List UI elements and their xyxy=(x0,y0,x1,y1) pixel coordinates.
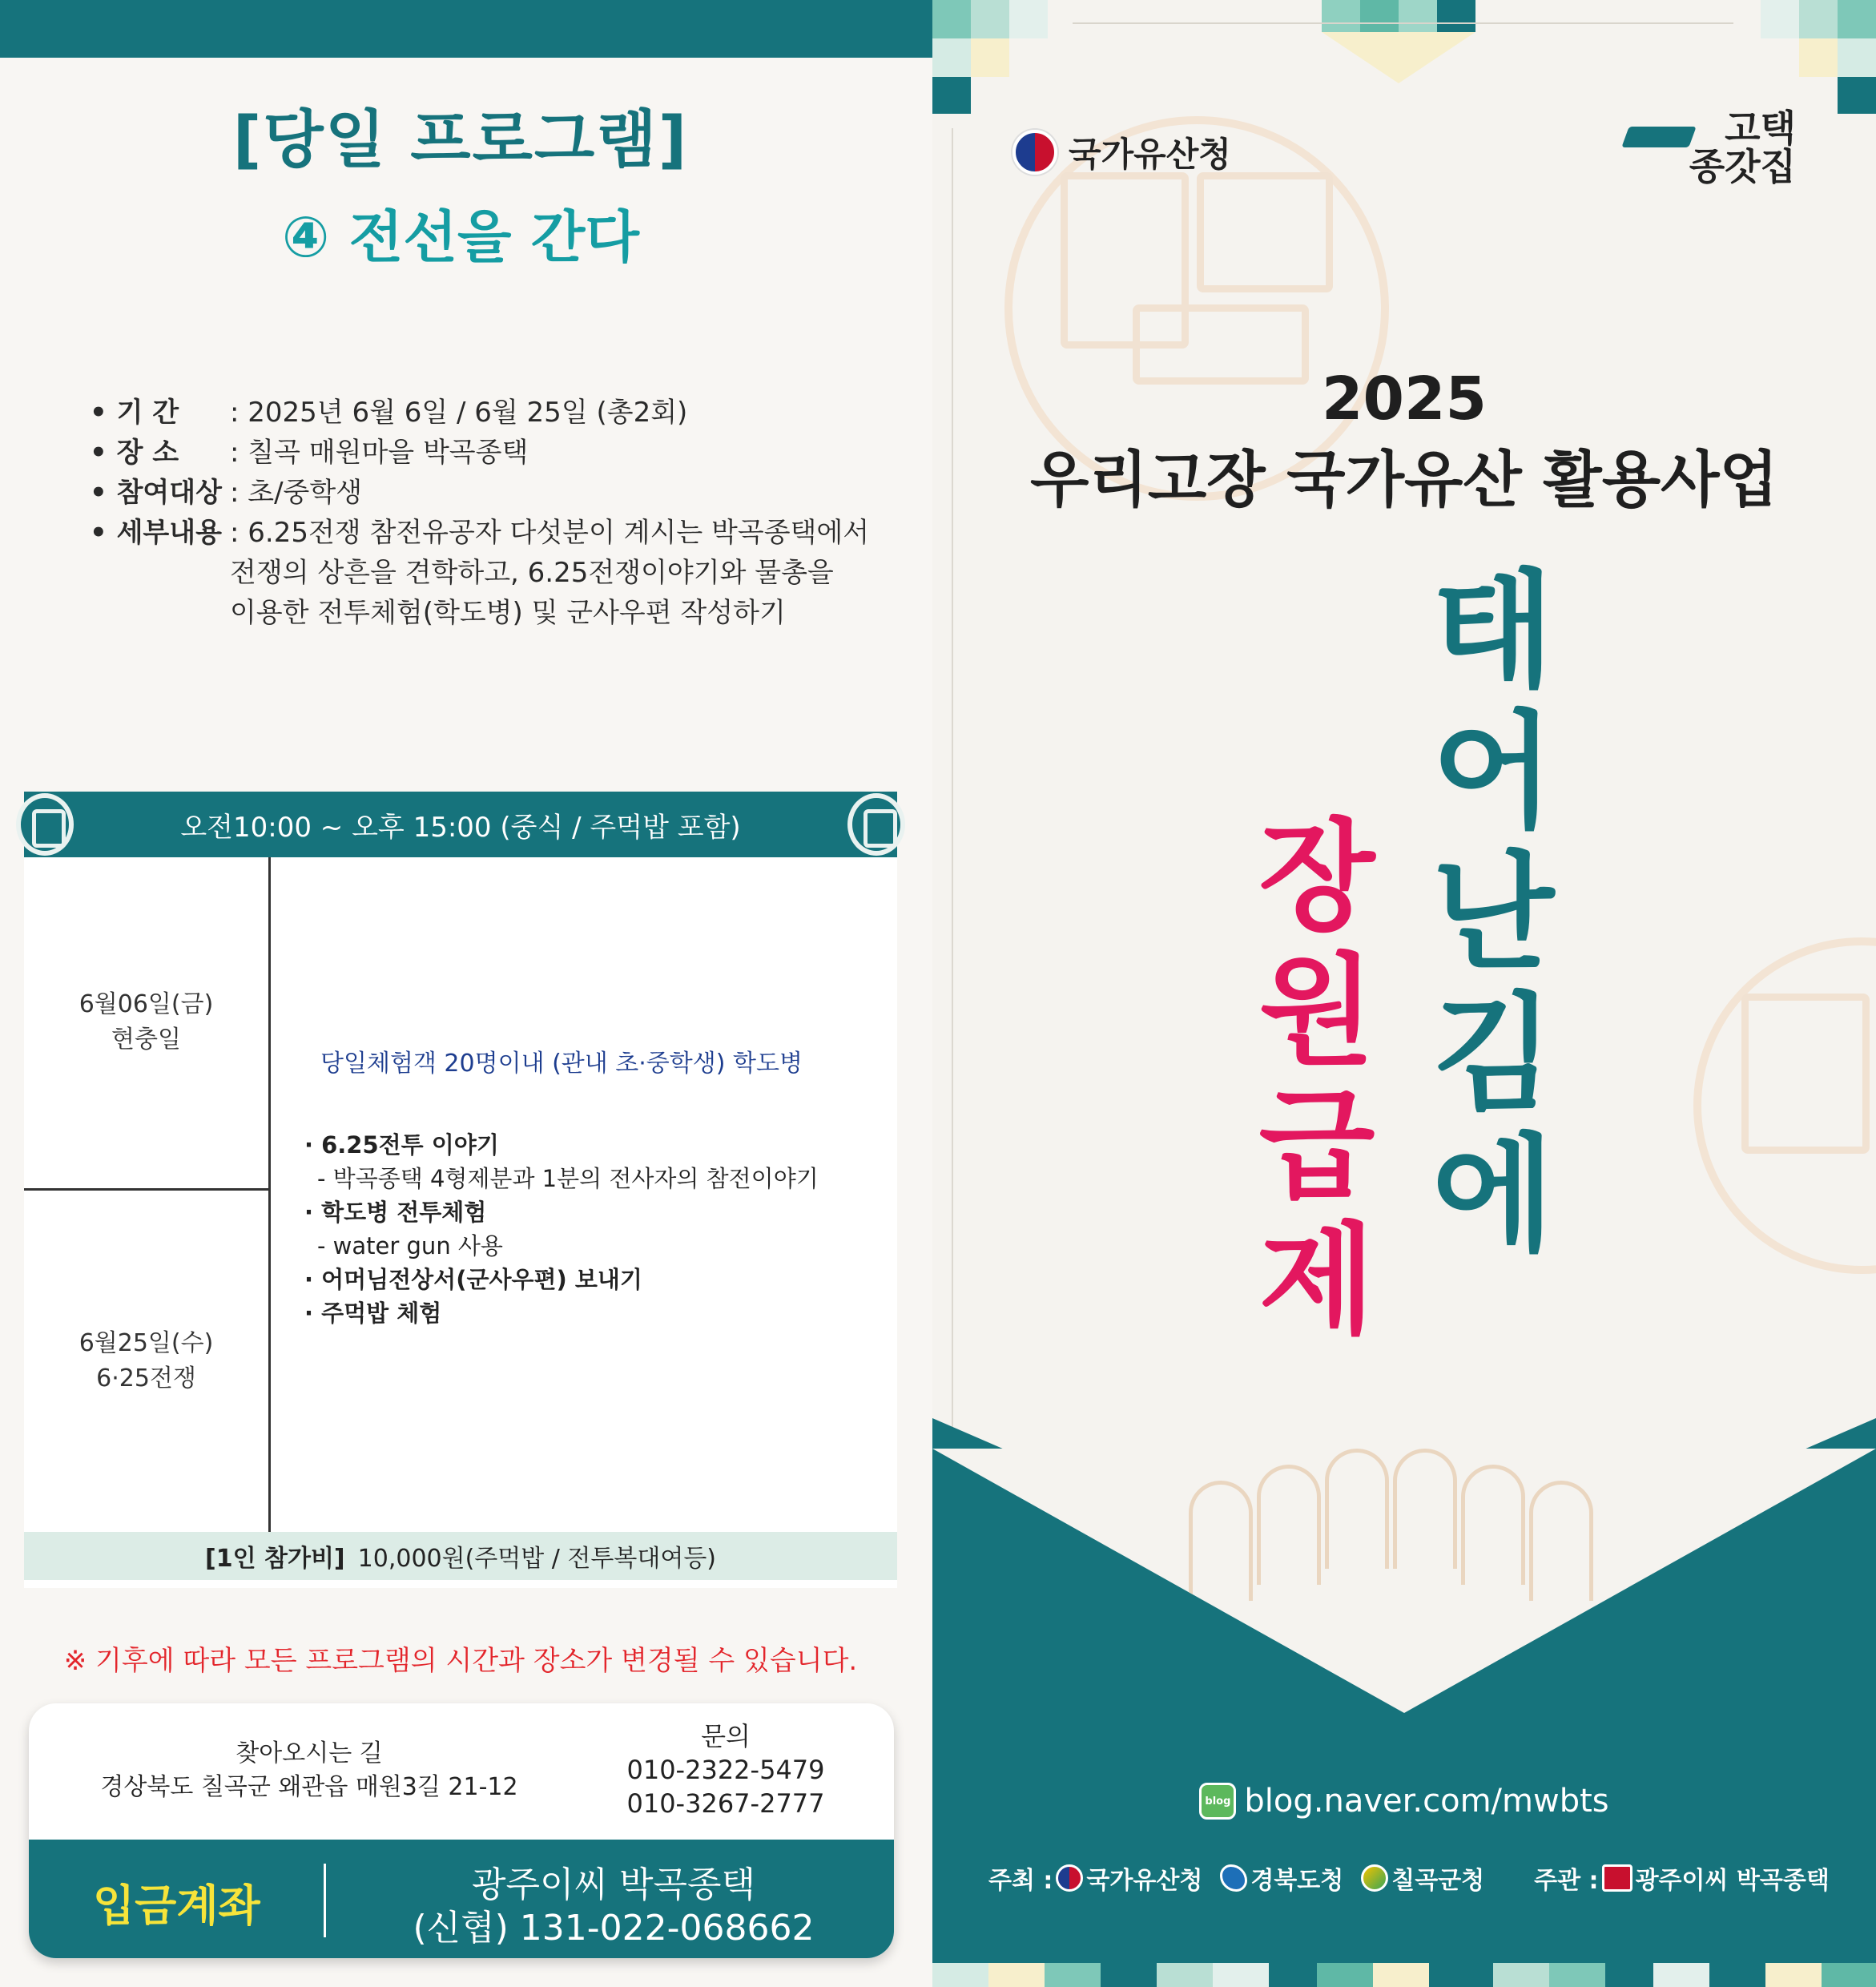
gyeongbuk-emblem-icon xyxy=(1220,1864,1247,1892)
change-notice: ※ 기후에 따라 모든 프로그램의 시간과 장소가 변경될 수 있습니다. xyxy=(63,1645,858,1677)
description-list xyxy=(304,1128,819,1330)
cover-year: 2025 xyxy=(1322,365,1487,433)
list-item: · 학도병 전투체험 xyxy=(304,1199,487,1226)
mosaic-block xyxy=(1213,1963,1269,1987)
info-key: • 참여대상 xyxy=(90,477,222,509)
headline-char: 어 xyxy=(1431,698,1555,846)
program-subtitle: ④ 전선을 간다 xyxy=(281,204,640,270)
mw-logo-icon xyxy=(1602,1864,1632,1892)
mosaic-block xyxy=(1317,1963,1373,1987)
headline-char: 에 xyxy=(1431,1121,1555,1269)
date-text: 6월06일(금) xyxy=(79,990,214,1018)
side-rule xyxy=(952,128,953,1442)
host-name: 국가유산청 xyxy=(1086,1867,1203,1895)
info-row xyxy=(90,433,891,473)
row-divider xyxy=(24,1188,268,1191)
headline-char: 급 xyxy=(1258,1075,1375,1216)
contact-card xyxy=(29,1703,894,1958)
info-row xyxy=(90,513,891,553)
headline-char: 김 xyxy=(1431,980,1555,1128)
mosaic-block xyxy=(1822,1963,1876,1987)
info-key xyxy=(90,593,230,633)
mosaic-block xyxy=(1799,0,1838,38)
ornament-right-icon xyxy=(847,793,905,856)
host-name: 경북도청 xyxy=(1250,1867,1344,1895)
schedule-time: 오전10:00 ~ 오후 15:00 (중식 / 주먹밥 포함) xyxy=(180,811,741,844)
schedule-body xyxy=(24,857,897,1532)
bank-bar xyxy=(29,1840,894,1958)
host-label: 주최 : xyxy=(988,1867,1053,1895)
right-panel-cover xyxy=(932,0,1876,1987)
date-cell xyxy=(24,1326,268,1397)
phone-number: 010-2322-5479 xyxy=(626,1755,825,1785)
mosaic-block xyxy=(1838,38,1876,77)
mosaic-block xyxy=(932,38,971,77)
heritage-agency-logo xyxy=(1012,128,1231,176)
mosaic-block xyxy=(1373,1963,1429,1987)
mosaic-block xyxy=(988,1963,1045,1987)
mosaic-block xyxy=(932,1963,988,1987)
date-note: 6·25전쟁 xyxy=(96,1364,196,1393)
fee-value: 10,000원(주먹밥 / 전투복대여등) xyxy=(357,1545,717,1573)
info-value: : 초/중학생 xyxy=(230,477,363,509)
wave-pattern-icon xyxy=(1461,1465,1525,1585)
info-value: 이용한 전투체험(학도병) 및 군사우편 작성하기 xyxy=(230,597,786,629)
mosaic-block xyxy=(1322,0,1360,32)
date-cell xyxy=(24,987,268,1058)
info-value: : 2025년 6월 6일 / 6월 25일 (총2회) xyxy=(230,397,688,429)
mosaic-block xyxy=(1493,1963,1549,1987)
wave-pattern-icon xyxy=(1257,1465,1321,1585)
host-item xyxy=(1056,1860,1202,1896)
khs-emblem-icon xyxy=(1012,130,1057,175)
wave-pattern-icon xyxy=(1325,1449,1389,1569)
description-heading: 당일체험객 20명이내 (관내 초·중학생) 학도병 xyxy=(320,1050,803,1078)
organizer-name: 광주이씨 박곡종택 xyxy=(1635,1867,1830,1895)
mosaic-block xyxy=(1157,1963,1213,1987)
headline-char: 원 xyxy=(1258,941,1375,1082)
schedule-table xyxy=(24,792,897,1588)
schedule-header xyxy=(24,792,897,857)
mosaic-block xyxy=(1799,38,1838,77)
fee-row xyxy=(24,1532,897,1580)
organizer-item xyxy=(1602,1860,1830,1896)
info-key xyxy=(90,553,230,593)
chilgok-emblem-icon xyxy=(1361,1864,1388,1892)
mosaic-block xyxy=(971,0,1009,38)
wave-pattern-icon xyxy=(1393,1449,1457,1569)
gotaek-logo xyxy=(1689,109,1796,186)
khs-emblem-icon xyxy=(1056,1864,1083,1892)
list-subitem: - water gun 사용 xyxy=(317,1232,503,1260)
pattern-fret-icon xyxy=(1197,172,1333,292)
directions-title: 찾아오시는 길 xyxy=(236,1739,383,1767)
mosaic-block xyxy=(1709,1963,1765,1987)
gotaek-logo-line1: 고택 xyxy=(1725,107,1796,150)
cover-headline-line1 xyxy=(1421,557,1565,1269)
blog-url[interactable]: blog.naver.com/mwbts xyxy=(1244,1783,1609,1820)
top-bar xyxy=(0,0,932,58)
bank-divider xyxy=(324,1864,326,1937)
host-item xyxy=(1361,1860,1484,1896)
cover-project-title: 우리고장 국가유산 활용사업 xyxy=(1030,444,1778,515)
info-key: • 세부내용 xyxy=(90,517,222,549)
blog-icon: blog xyxy=(1199,1783,1236,1820)
list-item: · 6.25전투 이야기 xyxy=(304,1131,499,1159)
headline-char: 난 xyxy=(1431,839,1555,987)
info-key: • 기 간 xyxy=(90,397,179,429)
bank-account-number: (신협) 131-022-068662 xyxy=(413,1908,815,1949)
info-key: • 장 소 xyxy=(90,437,179,469)
top-rule xyxy=(1073,22,1733,24)
info-value: : 6.25전쟁 참전유공자 다섯분이 계시는 박곡종택에서 xyxy=(230,517,870,549)
info-row xyxy=(90,393,891,433)
mosaic-block xyxy=(1765,1963,1822,1987)
directions xyxy=(53,1737,566,1804)
host-item xyxy=(1220,1860,1343,1896)
program-title: [당일 프로그램] xyxy=(232,104,689,176)
mosaic-block xyxy=(1009,0,1048,38)
mosaic-block xyxy=(1101,1963,1157,1987)
mosaic-block xyxy=(932,77,971,114)
info-value: : 칠곡 매원마을 박곡종택 xyxy=(230,437,529,469)
wave-pattern-icon xyxy=(1529,1481,1593,1601)
wave-pattern-icon xyxy=(1189,1481,1253,1601)
info-value: 전쟁의 상흔을 견학하고, 6.25전쟁이야기와 물총을 xyxy=(230,557,834,589)
mosaic-block xyxy=(1045,1963,1101,1987)
hanok-roof-icon xyxy=(1621,127,1696,147)
mosaic-block xyxy=(1838,0,1876,38)
fee-label: [1인 참가비] xyxy=(204,1545,345,1573)
heritage-agency-name: 국가유산청 xyxy=(1069,135,1231,174)
mosaic-block xyxy=(1838,77,1876,114)
list-subitem: - 박곡종택 4형제분과 1분의 전사자의 참전이야기 xyxy=(317,1165,819,1192)
headline-char: 제 xyxy=(1258,1210,1375,1351)
inquiry-title: 문의 xyxy=(701,1721,751,1751)
mosaic-chevron xyxy=(1322,32,1475,83)
mosaic-block xyxy=(1549,1963,1605,1987)
mosaic-block xyxy=(971,38,1009,77)
program-info xyxy=(90,393,891,633)
headline-char: 장 xyxy=(1258,806,1375,947)
pattern-fret-icon xyxy=(1741,994,1870,1154)
date-text: 6월25일(수) xyxy=(79,1329,214,1357)
info-row xyxy=(90,553,891,593)
date-note: 현충일 xyxy=(111,1026,181,1054)
sponsor-bar xyxy=(988,1860,1870,1896)
phone-number: 010-3267-2777 xyxy=(626,1788,825,1819)
mosaic-block xyxy=(932,0,971,38)
info-row xyxy=(90,473,891,513)
mosaic-block xyxy=(1761,0,1799,38)
column-divider xyxy=(268,857,271,1532)
mosaic-block xyxy=(1437,0,1475,32)
organizer-label: 주관 : xyxy=(1534,1867,1599,1895)
host-name: 칠곡군청 xyxy=(1391,1867,1485,1895)
ornament-left-icon xyxy=(16,793,74,856)
inquiry xyxy=(525,1719,894,1820)
bank-account-holder: 광주이씨 박곡종택 xyxy=(471,1864,756,1905)
headline-char: 태 xyxy=(1431,557,1555,705)
mosaic-block xyxy=(1653,1963,1709,1987)
bank-label: 입금계좌 xyxy=(93,1880,260,1931)
gotaek-logo-line2: 종갓집 xyxy=(1689,145,1796,188)
left-panel xyxy=(0,0,932,1987)
cover-headline-line2 xyxy=(1245,806,1389,1351)
list-item: · 주먹밥 체험 xyxy=(304,1300,442,1327)
blog-link[interactable] xyxy=(932,1783,1876,1820)
info-row xyxy=(90,593,891,633)
list-item: · 어머님전상서(군사우편) 보내기 xyxy=(304,1266,642,1293)
directions-address: 경상북도 칠곡군 왜관읍 매원3길 21-12 xyxy=(100,1773,518,1801)
